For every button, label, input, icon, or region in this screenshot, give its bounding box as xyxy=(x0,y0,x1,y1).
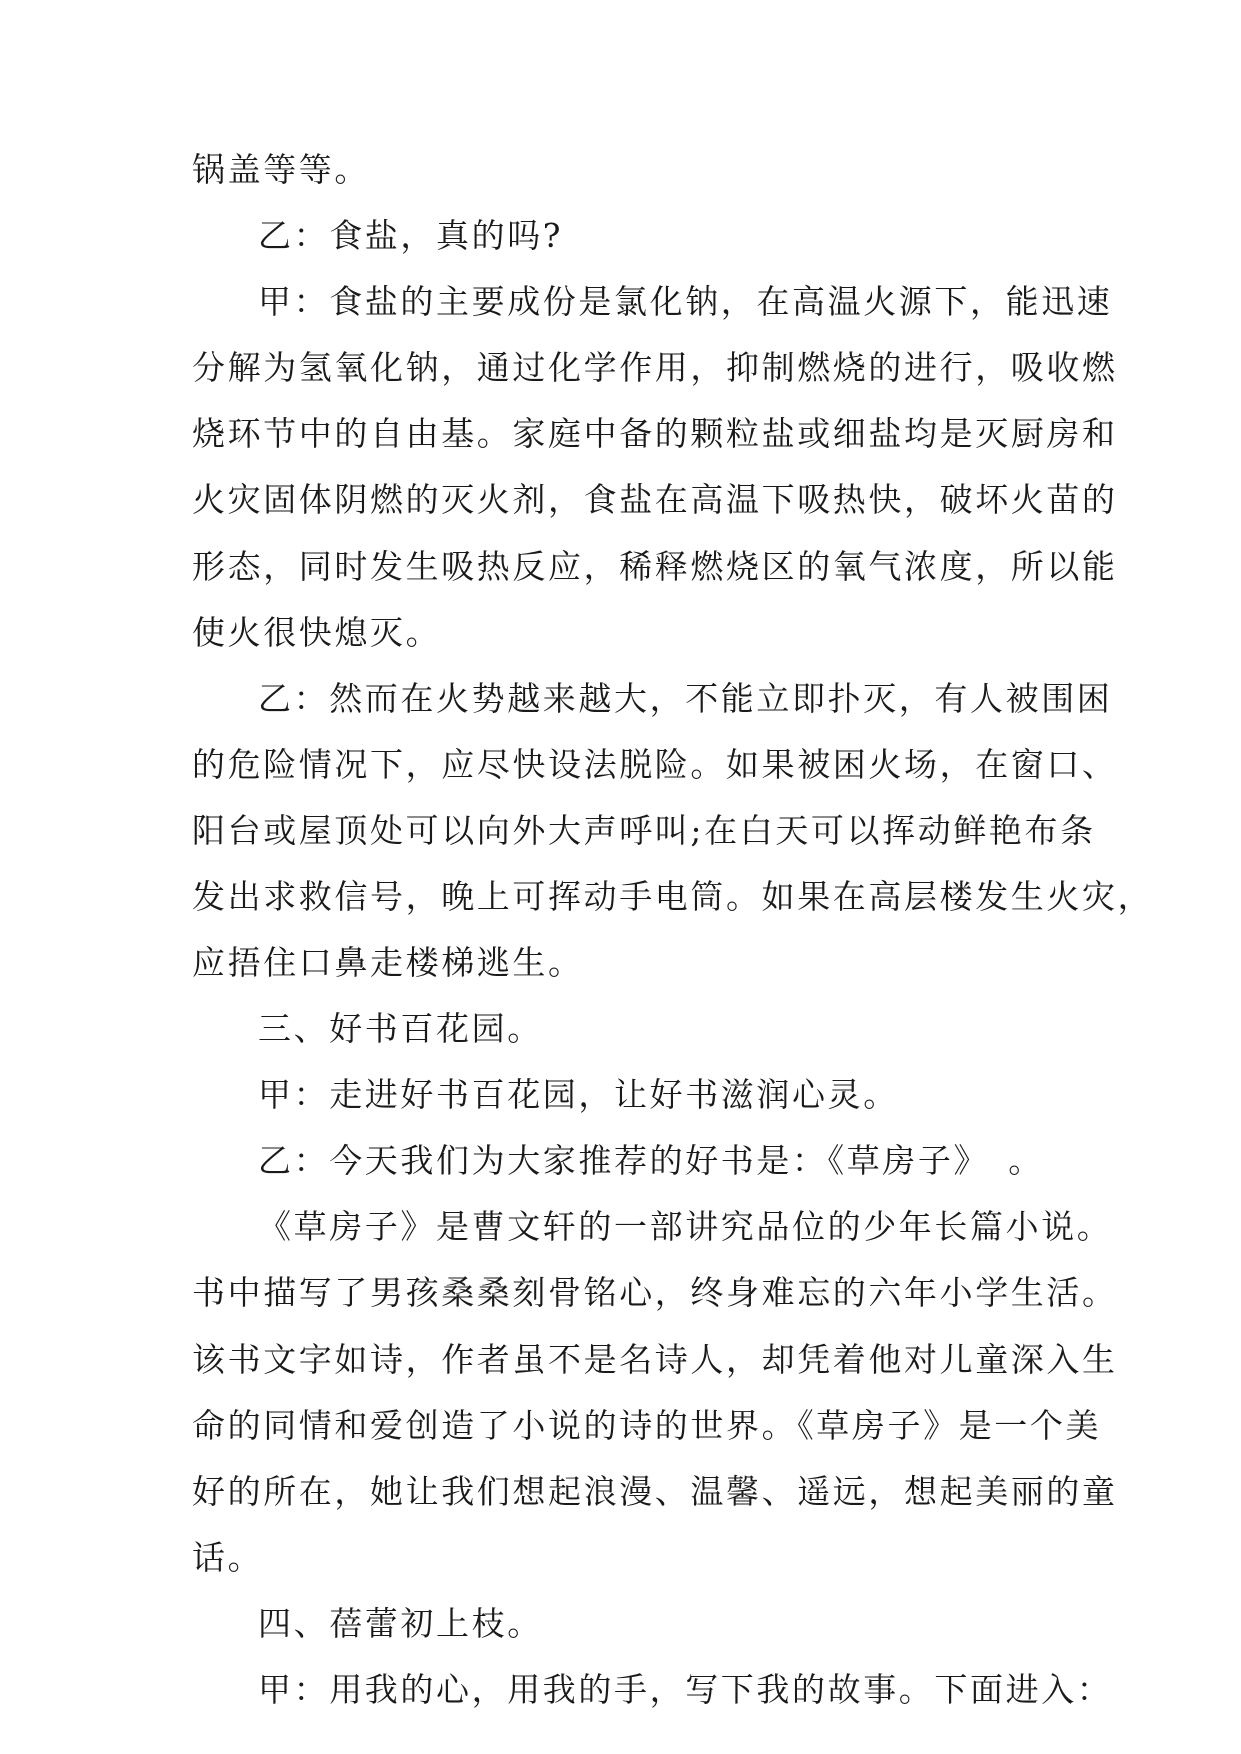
text-line: 形态，同时发生吸热反应，稀释燃烧区的氧气浓度，所以能 xyxy=(192,547,1118,586)
text-line: 锅盖等等。 xyxy=(192,150,370,189)
text-line: 该书文字如诗，作者虽不是名诗人，却凭着他对儿童深入生 xyxy=(192,1340,1118,1379)
text-line: 乙：食盐，真的吗? xyxy=(258,216,564,255)
text-line: 发出求救信号，晚上可挥动手电筒。如果在高层楼发生火灾， xyxy=(192,877,1154,916)
text-line: 的危险情况下，应尽快设法脱险。如果被困火场，在窗口、 xyxy=(192,745,1118,784)
text-line: 甲：走进好书百花园，让好书滋润心灵。 xyxy=(258,1075,899,1114)
text-line: 好的所在，她让我们想起浪漫、温馨、遥远，想起美丽的童 xyxy=(192,1472,1118,1511)
text-line: 火灾固体阴燃的灭火剂，食盐在高温下吸热快，破坏火苗的 xyxy=(192,480,1118,519)
text-line: 乙：然而在火势越来越大，不能立即扑灭，有人被围困 xyxy=(258,679,1113,718)
text-line: 甲：食盐的主要成份是氯化钠，在高温火源下，能迅速 xyxy=(258,282,1113,321)
text-line: 分解为氢氧化钠，通过化学作用，抑制燃烧的进行，吸收燃 xyxy=(192,348,1118,387)
section-heading: 三、好书百花园。 xyxy=(258,1009,543,1048)
text-line: 使火很快熄灭。 xyxy=(192,613,442,652)
text-line: 书中描写了男孩桑桑刻骨铭心，终身难忘的六年小学生活。 xyxy=(192,1273,1118,1312)
text-line: 话。 xyxy=(192,1538,264,1577)
section-heading: 四、蓓蕾初上枝。 xyxy=(258,1604,543,1643)
text-line: 烧环节中的自由基。家庭中备的颗粒盐或细盐均是灭厨房和 xyxy=(192,414,1118,453)
text-line: 应捂住口鼻走楼梯逃生。 xyxy=(192,943,584,982)
text-line: 《草房子》是曹文轩的一部讲究品位的少年长篇小说。 xyxy=(258,1207,1113,1246)
text-line: 阳台或屋顶处可以向外大声呼叫;在白天可以挥动鲜艳布条 xyxy=(192,811,1096,850)
text-line: 乙：今天我们为大家推荐的好书是：《草房子》 。 xyxy=(258,1141,1044,1180)
text-line: 甲：用我的心，用我的手，写下我的故事。下面进入： xyxy=(258,1670,1113,1709)
text-line: 命的同情和爱创造了小说的诗的世界。《草房子》是一个美 xyxy=(192,1406,1102,1445)
